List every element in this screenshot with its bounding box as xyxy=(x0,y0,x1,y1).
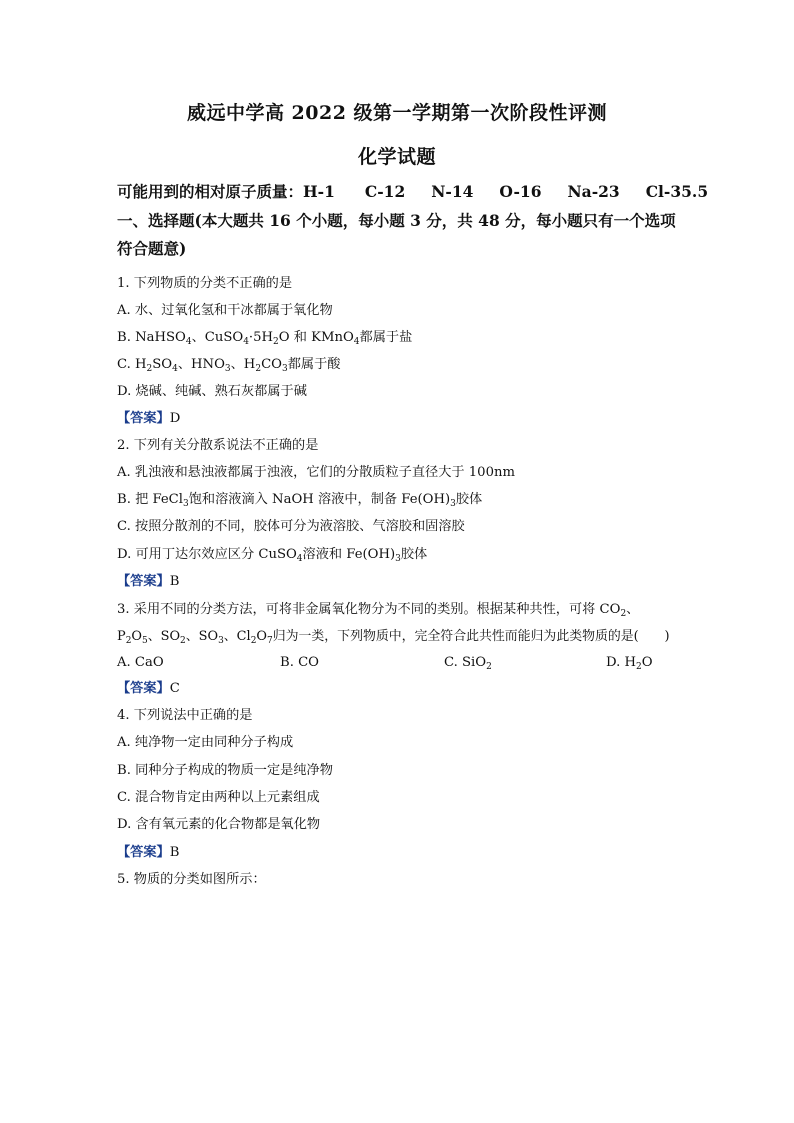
atomic-mass-label: 可能用到的相对原子质量： xyxy=(117,182,304,201)
q2-option-d: D. 可用丁达尔效应区分 CuSO$_4$溶液和 $Fe(OH)_3$胶体 xyxy=(117,547,428,564)
answer-value: B xyxy=(169,574,180,589)
q2-option-c: C. 按照分散剂的不同，胶体可分为液溶胶、气溶胶和固溶胶 xyxy=(117,519,465,534)
q1-option-c: C. $H_2SO_4$、$HNO_3$、$H_2CO_3$都属于酸 xyxy=(117,357,341,374)
q1-option-a: A. 水、过氧化氢和干冰都属于氧化物 xyxy=(117,303,333,318)
q2-option-b: B. 把 FeCl$_3$饱和溶液滴入 NaOH 溶液中，制备 $Fe(OH)_3$胶体 xyxy=(117,492,483,509)
answer-value: D xyxy=(169,411,181,426)
q4-option-c: C. 混合物肯定由两种以上元素组成 xyxy=(117,790,320,805)
q4-stem: 4. 下列说法中正确的是 xyxy=(117,708,253,723)
q3-stem-line2: $P_2O_5$、$SO_2$、$SO_3$、$Cl_2O_7$归为一类，下列物质中，完全符合此共性而能归为此类物质的是( ) xyxy=(117,629,670,646)
q3-option-d: D. $H_2O$ xyxy=(606,655,653,672)
atomic-mass-n: N-14 xyxy=(431,182,474,201)
q3-stem-line1: 3. 采用不同的分类方法，可将非金属氧化物分为不同的类别。根据某种共性，可将 $CO_2$、 xyxy=(117,602,640,619)
q3-option-c: C. SiO$_2$ xyxy=(444,655,492,672)
q4-option-b: B. 同种分子构成的物质一定是纯净物 xyxy=(117,763,333,778)
answer-value: C xyxy=(169,681,180,696)
q2-option-a: A. 乳浊液和悬浊液都属于浊液，它们的分散质粒子直径大于 100nm xyxy=(117,465,515,480)
q4-option-d: D. 含有氧元素的化合物都是氧化物 xyxy=(117,817,321,832)
q1-answer xyxy=(117,410,180,428)
q1-stem: 1. 下列物质的分类不正确的是 xyxy=(117,276,293,291)
atomic-mass-na: Na-23 xyxy=(567,182,620,201)
atomic-mass-cl: Cl-35.5 xyxy=(645,182,709,201)
q5-stem: 5. 物质的分类如图所示： xyxy=(117,872,266,887)
q4-option-a: A. 纯净物一定由同种分子构成 xyxy=(117,735,294,750)
q4-answer xyxy=(117,844,179,862)
answer-tag: 【答案】 xyxy=(117,411,170,426)
page-subtitle: 化学试题 xyxy=(357,146,436,168)
atomic-mass-line xyxy=(117,183,708,201)
atomic-mass-c: C-12 xyxy=(364,182,406,201)
answer-tag: 【答案】 xyxy=(117,574,170,589)
section-header-line1: 一、选择题(本大题共 16 个小题，每小题 3 分，共 48 分，每小题只有一个选项 xyxy=(117,211,676,230)
q1-option-b: B. NaHSO$_4$、$CuSO_4\cdot 5H_2O$ 和 KMnO$_4$都属于盐 xyxy=(117,330,413,347)
atomic-mass-o: O-16 xyxy=(499,182,542,201)
page-title: 威远中学高 2022 级第一学期第一次阶段性评测 xyxy=(186,102,608,124)
answer-tag: 【答案】 xyxy=(117,681,170,696)
answer-tag: 【答案】 xyxy=(117,845,170,860)
answer-value: B xyxy=(169,845,180,860)
q2-answer xyxy=(117,573,179,591)
q3-option-a: A. CaO xyxy=(117,655,164,670)
atomic-mass-h: H-1 xyxy=(303,182,335,201)
section-header-line2: 符合题意) xyxy=(117,239,187,258)
q3-option-b: B. CO xyxy=(280,655,319,670)
q2-stem: 2. 下列有关分散系说法不正确的是 xyxy=(117,438,319,453)
q1-option-d: D. 烧碱、纯碱、熟石灰都属于碱 xyxy=(117,384,307,399)
q3-answer xyxy=(117,680,180,698)
